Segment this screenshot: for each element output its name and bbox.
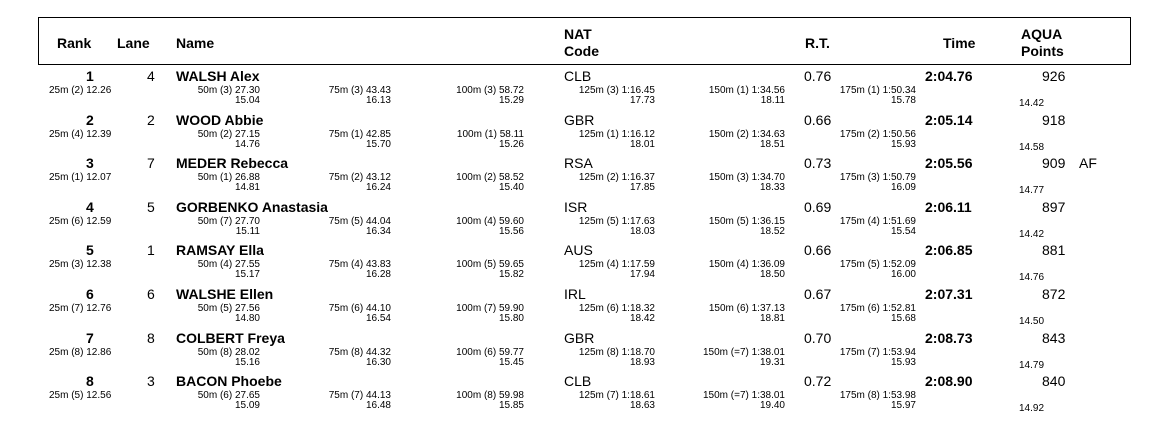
nat-code: ISR xyxy=(564,198,588,215)
diff-75m: 16.34 xyxy=(365,225,391,237)
diff-50m: 15.16 xyxy=(234,356,260,368)
rank: 5 xyxy=(86,242,94,259)
nat-code: GBR xyxy=(564,111,595,128)
record-note: AF xyxy=(1079,155,1097,172)
split-125m: 125m (3) 1:16.45 xyxy=(578,85,655,96)
diff-150m: 18.51 xyxy=(759,138,785,150)
reaction-time: 0.72 xyxy=(804,373,832,390)
diff-100m: 15.82 xyxy=(498,269,524,281)
diff-50m: 15.11 xyxy=(235,225,260,237)
split-50m: 50m (5) 27.56 xyxy=(197,303,260,314)
lane: 7 xyxy=(147,155,155,172)
split-125m: 125m (5) 1:17.63 xyxy=(578,215,655,227)
diff-175m: 16.09 xyxy=(890,182,916,194)
diff-125m: 17.73 xyxy=(629,95,655,106)
diff-50m: 15.04 xyxy=(234,95,260,106)
aqua-points: 926 xyxy=(1042,68,1066,84)
split-125m: 125m (1) 1:16.12 xyxy=(578,128,655,140)
diff-50m: 14.80 xyxy=(234,313,260,324)
split-50m: 50m (8) 28.02 xyxy=(197,346,260,358)
diff-100m: 15.85 xyxy=(498,400,524,412)
split-75m: 75m (6) 44.10 xyxy=(328,303,391,314)
header-points: Points xyxy=(1021,43,1064,59)
split-25m: 25m (6) 12.59 xyxy=(49,215,112,227)
split-150m: 150m (1) 1:34.56 xyxy=(708,85,785,96)
diff-200m: 14.76 xyxy=(1019,272,1045,284)
diff-175m: 15.97 xyxy=(890,400,916,412)
swimmer-name: BACON Phoebe xyxy=(176,373,282,390)
diff-175m: 15.54 xyxy=(890,225,916,237)
diff-150m: 19.40 xyxy=(759,400,785,412)
aqua-points: 872 xyxy=(1042,286,1066,302)
split-75m: 75m (5) 44.04 xyxy=(328,215,391,227)
nat-code: RSA xyxy=(564,155,593,172)
header-time: Time xyxy=(943,35,976,51)
split-100m: 100m (6) 59.77 xyxy=(456,346,524,358)
header-lane: Lane xyxy=(117,35,150,51)
split-175m: 175m (4) 1:51.69 xyxy=(839,215,916,227)
split-125m: 125m (4) 1:17.59 xyxy=(578,259,655,271)
split-50m: 50m (4) 27.55 xyxy=(197,259,260,271)
diff-175m: 15.68 xyxy=(890,313,916,324)
lane: 3 xyxy=(147,373,155,390)
split-50m: 50m (7) 27.70 xyxy=(197,215,260,227)
reaction-time: 0.66 xyxy=(804,111,832,128)
nat-code: CLB xyxy=(564,373,592,390)
diff-150m: 18.11 xyxy=(760,95,785,106)
swimmer-name: MEDER Rebecca xyxy=(176,155,289,172)
split-175m: 175m (6) 1:52.81 xyxy=(839,303,916,314)
nat-code: IRL xyxy=(564,286,586,302)
header-code: Code xyxy=(564,43,599,59)
header-aqua: AQUA xyxy=(1021,26,1063,42)
swimmer-name: WOOD Abbie xyxy=(176,111,264,128)
diff-150m: 18.81 xyxy=(759,313,785,324)
nat-code: GBR xyxy=(564,329,595,346)
reaction-time: 0.69 xyxy=(804,198,832,215)
diff-125m: 18.42 xyxy=(629,313,655,324)
split-75m: 75m (8) 44.32 xyxy=(328,346,391,358)
final-time: 2:06.11 xyxy=(925,198,972,215)
diff-75m: 16.48 xyxy=(365,400,391,412)
lane: 8 xyxy=(147,329,155,346)
header-nat: NAT xyxy=(564,26,592,42)
diff-75m: 16.13 xyxy=(365,95,391,106)
diff-150m: 18.52 xyxy=(759,225,785,237)
result-row xyxy=(0,68,1162,112)
split-25m: 25m (1) 12.07 xyxy=(49,172,112,184)
swimmer-name: WALSH Alex xyxy=(176,68,260,84)
aqua-points: 843 xyxy=(1042,329,1066,346)
rank: 7 xyxy=(86,329,94,346)
split-150m: 150m (3) 1:34.70 xyxy=(708,172,785,184)
split-25m: 25m (4) 12.39 xyxy=(49,128,112,140)
diff-200m: 14.42 xyxy=(1019,98,1045,109)
diff-125m: 18.93 xyxy=(629,356,655,368)
diff-150m: 18.50 xyxy=(759,269,785,281)
split-150m: 150m (4) 1:36.09 xyxy=(708,259,785,271)
reaction-time: 0.70 xyxy=(804,329,832,346)
split-125m: 125m (8) 1:18.70 xyxy=(578,346,655,358)
diff-75m: 16.24 xyxy=(365,182,391,194)
split-150m: 150m (6) 1:37.13 xyxy=(708,303,785,314)
diff-50m: 15.17 xyxy=(234,269,260,281)
lane: 5 xyxy=(147,198,155,215)
diff-175m: 15.78 xyxy=(890,95,916,106)
split-100m: 100m (3) 58.72 xyxy=(456,85,524,96)
lane: 4 xyxy=(147,68,155,84)
final-time: 2:05.56 xyxy=(925,155,973,172)
swimmer-name: WALSHE Ellen xyxy=(176,286,274,302)
diff-125m: 18.03 xyxy=(629,225,655,237)
swimmer-name: GORBENKO Anastasia xyxy=(176,198,328,215)
diff-100m: 15.40 xyxy=(498,182,524,194)
diff-125m: 18.63 xyxy=(629,400,655,412)
diff-200m: 14.92 xyxy=(1019,403,1045,415)
split-100m: 100m (4) 59.60 xyxy=(456,215,524,227)
diff-150m: 18.33 xyxy=(759,182,785,194)
diff-75m: 16.28 xyxy=(365,269,391,281)
split-100m: 100m (7) 59.90 xyxy=(456,303,524,314)
split-150m: 150m (5) 1:36.15 xyxy=(708,215,785,227)
reaction-time: 0.76 xyxy=(804,68,832,84)
split-150m: 150m (=7) 1:38.01 xyxy=(703,390,785,402)
diff-175m: 15.93 xyxy=(890,138,916,150)
reaction-time: 0.67 xyxy=(804,286,832,302)
result-row xyxy=(0,199,1162,243)
diff-125m: 17.85 xyxy=(629,182,655,194)
result-row xyxy=(0,286,1162,330)
split-125m: 125m (2) 1:16.37 xyxy=(578,172,655,184)
split-25m: 25m (2) 12.26 xyxy=(49,85,112,96)
diff-125m: 18.01 xyxy=(629,138,655,150)
split-75m: 75m (3) 43.43 xyxy=(328,85,391,96)
diff-100m: 15.45 xyxy=(498,356,524,368)
split-75m: 75m (1) 42.85 xyxy=(328,128,391,140)
split-125m: 125m (7) 1:18.61 xyxy=(578,390,655,402)
result-row xyxy=(0,242,1162,286)
split-25m: 25m (8) 12.86 xyxy=(49,346,112,358)
split-175m: 175m (3) 1:50.79 xyxy=(839,172,916,184)
split-100m: 100m (1) 58.11 xyxy=(456,128,524,140)
split-175m: 175m (7) 1:53.94 xyxy=(839,346,916,358)
rank: 6 xyxy=(86,286,94,302)
header-rt: R.T. xyxy=(805,35,830,51)
rank: 8 xyxy=(86,373,94,390)
split-100m: 100m (2) 58.52 xyxy=(456,172,524,184)
diff-125m: 17.94 xyxy=(629,269,655,281)
diff-200m: 14.77 xyxy=(1019,185,1045,197)
split-75m: 75m (7) 44.13 xyxy=(328,390,391,402)
split-100m: 100m (5) 59.65 xyxy=(456,259,524,271)
diff-150m: 19.31 xyxy=(759,356,785,368)
final-time: 2:08.73 xyxy=(925,329,973,346)
final-time: 2:08.90 xyxy=(925,373,973,390)
nat-code: CLB xyxy=(564,68,592,84)
diff-200m: 14.58 xyxy=(1019,141,1045,153)
swimmer-name: RAMSAY Ella xyxy=(176,242,264,259)
reaction-time: 0.66 xyxy=(804,242,832,259)
nat-code: AUS xyxy=(564,242,593,259)
final-time: 2:07.31 xyxy=(925,286,973,302)
diff-200m: 14.50 xyxy=(1019,316,1045,327)
split-25m: 25m (5) 12.56 xyxy=(49,390,112,402)
lane: 1 xyxy=(147,242,155,259)
final-time: 2:06.85 xyxy=(925,242,973,259)
split-175m: 175m (2) 1:50.56 xyxy=(839,128,916,140)
aqua-points: 918 xyxy=(1042,111,1066,128)
aqua-points: 840 xyxy=(1042,373,1066,390)
reaction-time: 0.73 xyxy=(804,155,832,172)
split-50m: 50m (2) 27.15 xyxy=(197,128,260,140)
diff-100m: 15.29 xyxy=(498,95,524,106)
rank: 3 xyxy=(86,155,94,172)
result-row xyxy=(0,155,1162,199)
diff-200m: 14.42 xyxy=(1019,228,1045,240)
diff-75m: 16.30 xyxy=(365,356,391,368)
aqua-points: 909 xyxy=(1042,155,1066,172)
split-50m: 50m (6) 27.65 xyxy=(197,390,260,402)
results-header xyxy=(38,17,1131,65)
diff-50m: 14.81 xyxy=(234,182,260,194)
split-175m: 175m (8) 1:53.98 xyxy=(839,390,916,402)
rank: 4 xyxy=(86,198,94,215)
rank: 2 xyxy=(86,111,94,128)
diff-50m: 15.09 xyxy=(234,400,260,412)
result-row xyxy=(0,112,1162,156)
split-175m: 175m (1) 1:50.34 xyxy=(839,85,916,96)
split-150m: 150m (2) 1:34.63 xyxy=(708,128,785,140)
split-75m: 75m (2) 43.12 xyxy=(328,172,391,184)
split-25m: 25m (7) 12.76 xyxy=(49,303,112,314)
aqua-points: 897 xyxy=(1042,198,1066,215)
diff-175m: 16.00 xyxy=(890,269,916,281)
split-100m: 100m (8) 59.98 xyxy=(456,390,524,402)
diff-100m: 15.56 xyxy=(498,225,524,237)
diff-175m: 15.93 xyxy=(890,356,916,368)
split-75m: 75m (4) 43.83 xyxy=(328,259,391,271)
split-25m: 25m (3) 12.38 xyxy=(49,259,112,271)
lane: 2 xyxy=(147,111,155,128)
diff-200m: 14.79 xyxy=(1019,359,1045,371)
diff-75m: 15.70 xyxy=(365,138,391,150)
header-rank: Rank xyxy=(57,35,92,51)
aqua-points: 881 xyxy=(1042,242,1066,259)
split-150m: 150m (=7) 1:38.01 xyxy=(703,346,785,358)
diff-50m: 14.76 xyxy=(234,138,260,150)
result-row xyxy=(0,330,1162,374)
split-175m: 175m (5) 1:52.09 xyxy=(839,259,916,271)
diff-75m: 16.54 xyxy=(365,313,391,324)
split-50m: 50m (1) 26.88 xyxy=(197,172,260,184)
swimmer-name: COLBERT Freya xyxy=(176,329,285,346)
header-name: Name xyxy=(176,35,215,51)
split-50m: 50m (3) 27.30 xyxy=(197,85,260,96)
lane: 6 xyxy=(147,286,155,302)
diff-100m: 15.26 xyxy=(498,138,524,150)
final-time: 2:05.14 xyxy=(925,111,973,128)
diff-100m: 15.80 xyxy=(498,313,524,324)
final-time: 2:04.76 xyxy=(925,68,973,84)
split-125m: 125m (6) 1:18.32 xyxy=(578,303,655,314)
rank: 1 xyxy=(86,68,94,84)
result-row xyxy=(0,373,1162,417)
